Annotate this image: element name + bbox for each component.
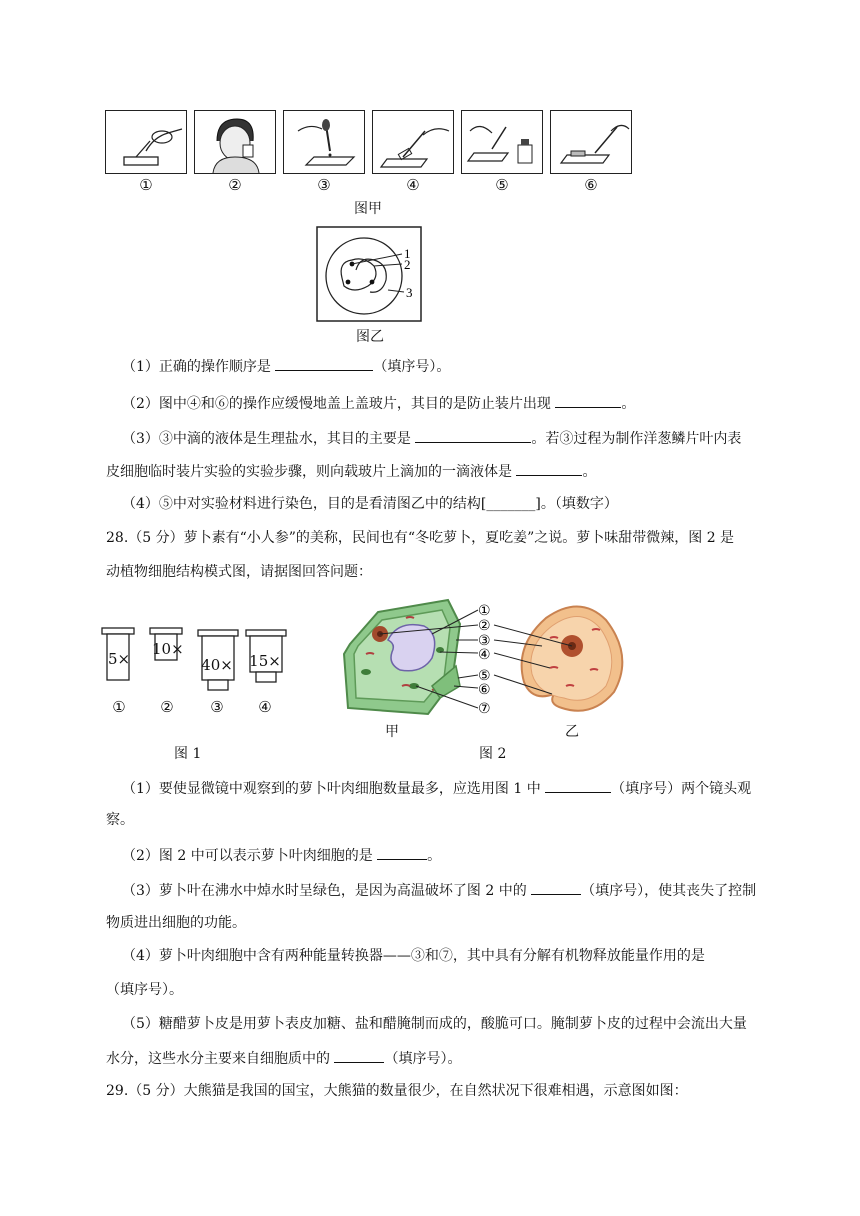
q27-part-3-line-1: （3）③中滴的液体是生理盐水，其目的主要是 。若③过程为制作洋葱鳞片叶内表 <box>122 428 741 449</box>
q28-part-2: （2）图 2 中可以表示萝卜叶肉细胞的是 。 <box>122 845 441 866</box>
q28-blank-5 <box>334 1048 384 1063</box>
step-label-5: ⑤ <box>495 176 509 194</box>
lens-number-1: ① <box>112 698 126 716</box>
q27-blank-2 <box>555 393 621 408</box>
yi-label-2: 2 <box>404 257 411 272</box>
q27-part-3-line-2: 皮细胞临时装片实验的实验步骤，则向载玻片上滴加的一滴液体是 。 <box>106 461 596 482</box>
figure-1-caption: 图 1 <box>174 746 202 762</box>
cell-label-6: ⑥ <box>478 682 491 698</box>
q28-part-1-line-2: 察。 <box>106 812 134 828</box>
step-2-rinse-mouth-panel <box>194 110 276 174</box>
cell-label-4: ④ <box>478 647 491 663</box>
q28-part-4-line-2: （填序号）。 <box>106 982 183 998</box>
lens-number-3: ③ <box>210 698 224 716</box>
q28-blank-2 <box>377 845 427 860</box>
q28-blank-1 <box>545 778 611 793</box>
step-5-stain-panel <box>461 110 543 174</box>
lens-1-mag: 5× <box>107 650 131 668</box>
figure-2-caption: 图 2 <box>479 746 507 762</box>
step-label-3: ③ <box>317 176 331 194</box>
cell-diagram <box>336 590 636 720</box>
lens-3-mag: 40× <box>201 656 233 674</box>
step-6-absorb-panel <box>550 110 632 174</box>
q27-part-1: （1）正确的操作顺序是 （填序号）。 <box>122 356 450 377</box>
q28-part-3-line-2: 物质进出细胞的功能。 <box>106 915 246 931</box>
yi-label-1: 1 <box>404 246 411 261</box>
cell-label-5: ⑤ <box>478 668 491 684</box>
q27-part-2: （2）图中④和⑥的操作应缓慢地盖上盖玻片，其目的是防止装片出现 。 <box>122 393 635 414</box>
step-label-1: ① <box>139 176 153 194</box>
q28-intro-line-1: 28.（5 分）萝卜素有“小人参”的美称，民间也有“冬吃萝卜，夏吃姜”之说。萝卜味甜带微辣，图 2 是 <box>106 530 735 546</box>
q28-part-4-line-1: （4）萝卜叶肉细胞中含有两种能量转换器——③和⑦，其中具有分解有机物释放能量作用的是 <box>122 948 705 964</box>
q28-part-3-line-1: （3）萝卜叶在沸水中焯水时呈绿色，是因为高温破坏了图 2 中的 （填序号），使其丧失了控制 <box>122 880 756 901</box>
q27-blank-3 <box>415 428 531 443</box>
lens-number-4: ④ <box>258 698 272 716</box>
cell-yi-label: 乙 <box>565 724 579 740</box>
yi-label-3: 3 <box>406 285 413 300</box>
lens-4-mag: 15× <box>249 652 281 670</box>
cell-label-1: ① <box>478 603 491 619</box>
figure-yi-diagram <box>316 226 422 322</box>
cell-jia-label: 甲 <box>385 724 399 740</box>
q28-intro-line-2: 动植物细胞结构模式图，请据图回答问题： <box>106 564 372 580</box>
q28-part-5-line-2: 水分，这些水分主要来自细胞质中的 （填序号）。 <box>106 1048 461 1069</box>
step-label-2: ② <box>228 176 242 194</box>
step-3-dropper-panel <box>283 110 365 174</box>
cell-label-2: ② <box>478 618 491 634</box>
q28-part-1-line-1: （1）要使显微镜中观察到的萝卜叶肉细胞数量最多，应选用图 1 中 （填序号）两个镜头观 <box>122 778 751 799</box>
cell-label-3: ③ <box>478 633 491 649</box>
figure-yi-caption: 图乙 <box>356 329 384 345</box>
q28-blank-3 <box>531 880 581 895</box>
q28-part-5-line-1: （5）糖醋萝卜皮是用萝卜表皮加糖、盐和醋腌制而成的，酸脆可口。腌制萝卜皮的过程中会流出大量 <box>122 1016 747 1032</box>
lens-2-mag: 10× <box>152 640 184 658</box>
cell-label-7: ⑦ <box>478 701 491 717</box>
lens-number-2: ② <box>160 698 174 716</box>
step-label-4: ④ <box>406 176 420 194</box>
q29-intro: 29.（5 分）大熊猫是我国的国宝，大熊猫的数量很少，在自然状况下很难相遇，示意图如图： <box>106 1083 688 1099</box>
step-1-drop-panel <box>105 110 187 174</box>
step-label-6: ⑥ <box>584 176 598 194</box>
q27-blank-4 <box>516 461 582 476</box>
q27-part-4: （4）⑤中对实验材料进行染色，目的是看清图乙中的结构[_______]。（填数字） <box>122 496 618 512</box>
q27-blank-1 <box>275 356 373 371</box>
figure-jia-caption: 图甲 <box>354 201 382 217</box>
step-4-coverslip-panel <box>372 110 454 174</box>
